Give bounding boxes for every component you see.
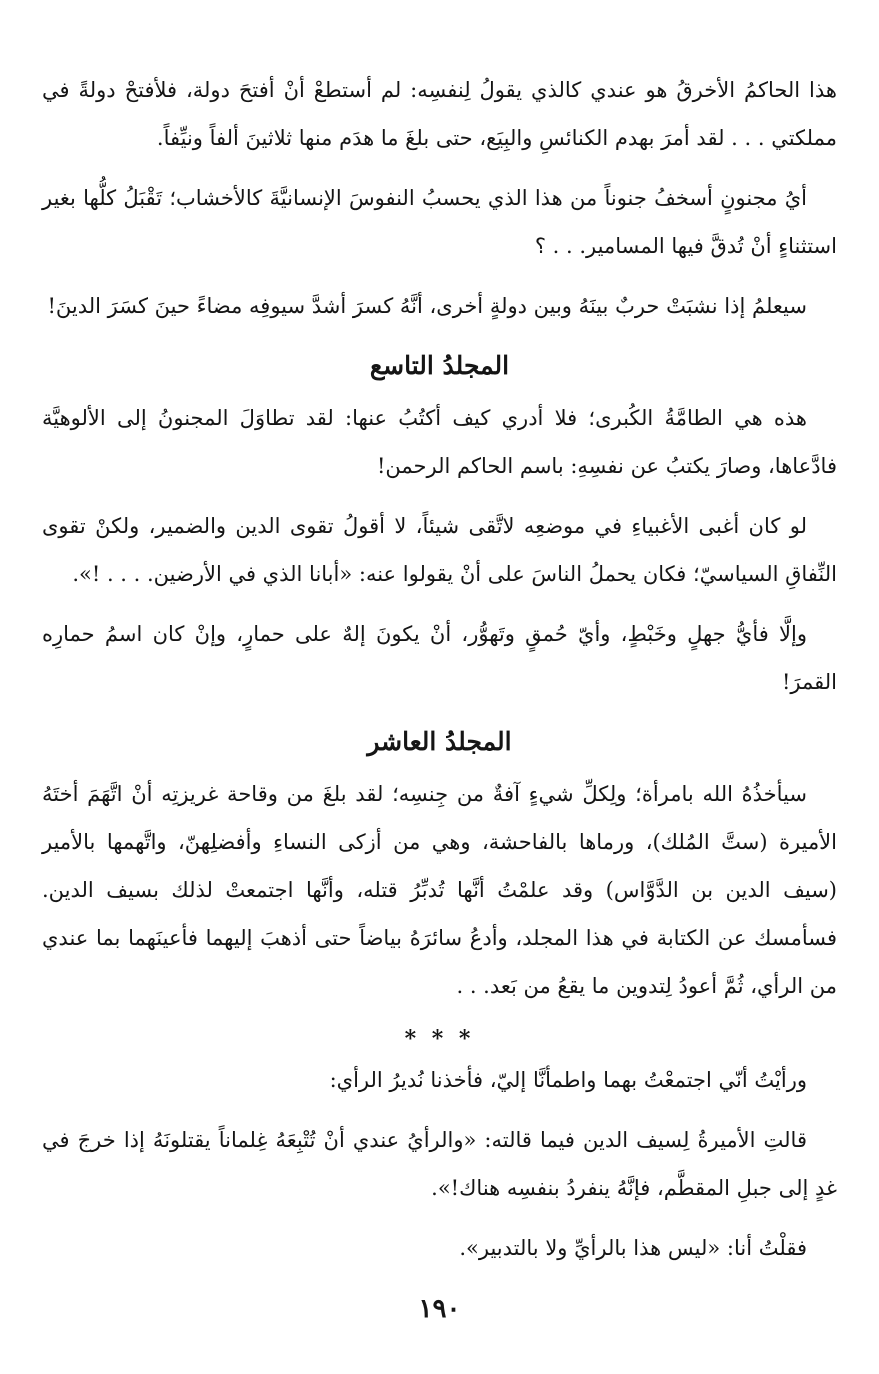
body-paragraph: هذا الحاكمُ الأخرقُ هو عندي كالذي يقولُ لِنفسِه: لم أستطعْ أنْ أفتحَ دولة، فلأفتحْ دولةً في مملكتي . . . لقد أمرَ بهدم الكنائسِ والبِيَع، حتى بلغَ ما هدَم منها ثلاثينَ ألفاً ونيِّفاً. xyxy=(42,78,837,150)
body-paragraph: سيعلمُ إذا نشبَتْ حربٌ بينَهُ وبين دولةٍ أخرى، أنَّهُ كسرَ أشدَّ سيوفِه مضاءً حينَ كسَرَ الدينَ! xyxy=(47,294,807,318)
section-heading: المجلدُ العاشر xyxy=(367,727,512,756)
section-heading: المجلدُ التاسع xyxy=(369,351,510,380)
page-number: ١٩٠ xyxy=(418,1294,461,1324)
body-paragraph: لو كان أغبى الأغبياءِ في موضعِه لاتَّقى شيئاً، لا أقولُ تقوى الدين والضمير، ولكنْ تقوى النِّفاقِ السياسيّ؛ فكان يحملُ الناسَ على أنْ يقولوا عنه: «أبانا الذي في الأرضين. . . . !». xyxy=(42,514,837,586)
body-paragraph: هذه هي الطامَّةُ الكُبرى؛ فلا أدري كيف أكتُبُ عنها: لقد تطاوَلَ المجنونُ إلى الألوهيَّة فادَّعاها، وصارَ يكتبُ عن نفسِهِ: باسم الحاكم الرحمن! xyxy=(42,406,837,478)
body-paragraph: سيأخذُهُ الله بامرأة؛ ولِكلِّ شيءٍ آفةٌ من جِنسِه؛ لقد بلغَ من وقاحة غريزتِه أنْ اتَّهَمَ أختَهُ الأميرة (ستَّ المُلك)، ورماها بالفاحشة، وهي من أزكى النساءِ وأفضلِهنّ، واتَّهمها بالأمير (سيف الدين بن الدَّوَّاس) وقد علمْتُ أنَّها تُدبِّرُ قتله، وأنَّها اجتمعتْ لذلك بسيف الدين. فسأمسك عن الكتابة في هذا المجلد، وأدعُ سائرَهُ بياضاً حتى أذهبَ إليهما فأعينَهما بما عندي من الرأي، ثُمَّ أعودُ لِتدوين ما يقعُ من بَعد. . . xyxy=(42,782,837,998)
body-paragraph: فقلْتُ أنا: «ليس هذا بالرأيِّ ولا بالتدبير». xyxy=(459,1236,807,1260)
body-paragraph: أيُ مجنونٍ أسخفُ جنوناً من هذا الذي يحسبُ النفوسَ الإنسانيَّةَ كالأخشاب؛ تَقْبَلُ كلُّها بغير استثناءٍ أنْ تُدقَّ فيها المسامير. . . ؟ xyxy=(42,186,837,258)
body-paragraph: وإلَّا فأيُّ جهلٍ وخَبْطٍ، وأيّ حُمقٍ وتَهوُّر، أنْ يكونَ إلهٌ على حمارٍ، وإنْ كان اسمُ حمارِه القمرَ! xyxy=(42,622,837,694)
section-separator: * * * xyxy=(404,1026,475,1052)
body-paragraph: قالتِ الأميرةُ لِسيف الدين فيما قالته: «والرأيُ عندي أنْ تُتْبِعَهُ غِلماناً يقتلونَهُ إذا خرجَ في غدٍ إلى جبلِ المقطَّم، فإنَّهُ ينفردُ بنفسِه هناك!». xyxy=(42,1128,837,1200)
body-paragraph: ورأيْتُ أنّي اجتمعْتُ بهما واطمأنَّا إليّ، فأخذنا نُديرُ الرأي: xyxy=(329,1068,807,1092)
